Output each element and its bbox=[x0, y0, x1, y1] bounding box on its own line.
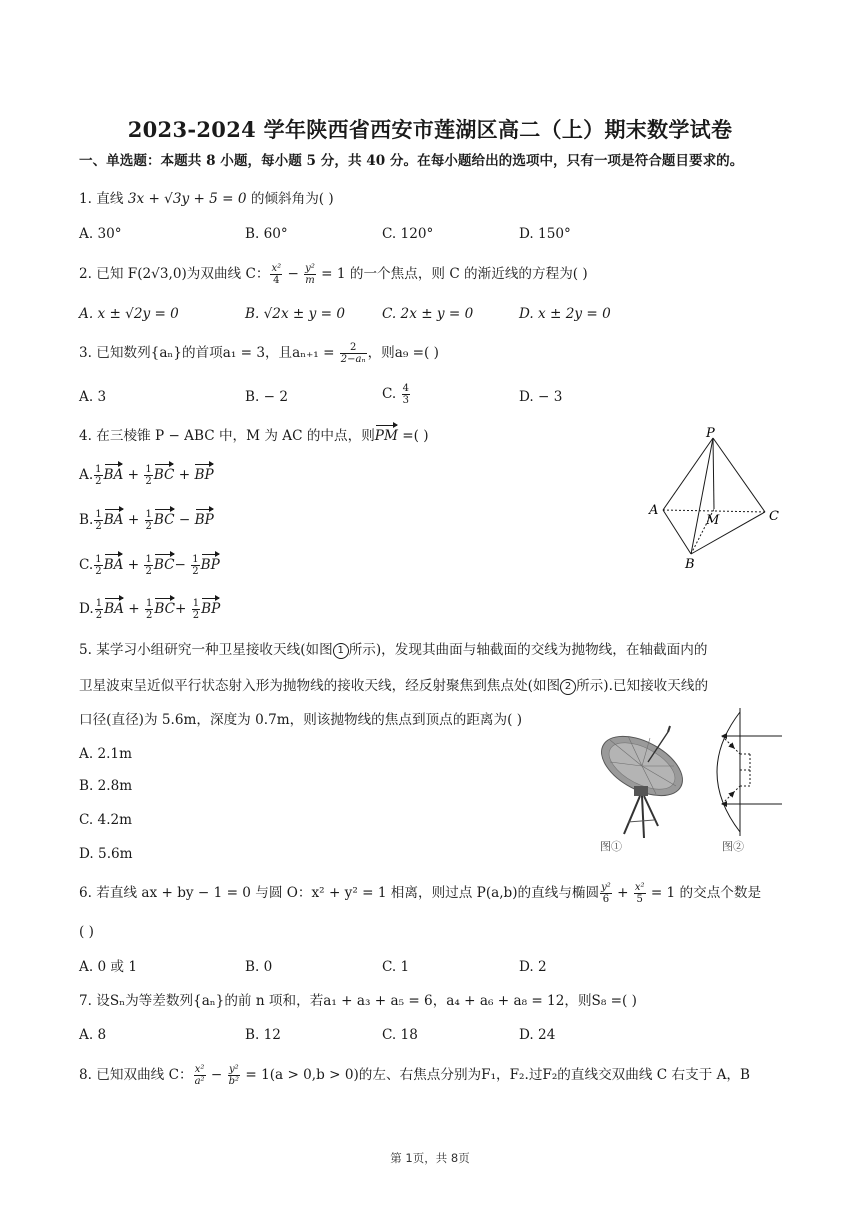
q2-minus: − bbox=[283, 266, 304, 282]
edge-bc bbox=[691, 512, 765, 554]
q2-option-b: B. √2x ± y = 0 bbox=[245, 306, 346, 322]
q7-option-a: A. 8 bbox=[79, 1027, 107, 1043]
q7-option-b: B. 12 bbox=[245, 1027, 281, 1043]
satellite-dish-figure bbox=[590, 722, 700, 857]
q3-suffix: ，则a₉ =( ) bbox=[367, 345, 439, 361]
q4-option-c: C. $\frac{1}{2}$ BA + $\frac{1}{2}$ BC− $\frac{1}{2}$ BP bbox=[79, 554, 220, 577]
question-1-stem bbox=[79, 189, 334, 209]
tripod-leg-1 bbox=[624, 796, 640, 834]
question-5-line-3: 口径(直径)为 5.6m，深度为 0.7m，则该抛物线的焦点到顶点的距离为( ) bbox=[79, 712, 523, 728]
q6-option-b: B. 0 bbox=[245, 959, 273, 975]
question-6-line-1: 6. 若直线 ax + by − 1 = 0 与圆 O：x² + y² = 1 相离，则过点 P(a,b)的直线与椭圆 $\frac{\text{y²}}{6}$ + $\frac{\text{x²}}{5}$ = 1 的交点个数是 bbox=[79, 882, 762, 905]
q4-option-a: A. $\frac{1}{2}$ BA + $\frac{1}{2}$ BC + BP bbox=[79, 464, 214, 487]
q2-option-a: A. x ± √2y = 0 bbox=[79, 306, 179, 322]
question-5-line-1: 5. 某学习小组研究一种卫星接收天线(如图 1 所示)，发现其曲面与轴截面的交线为抛物线，在轴截面内的 bbox=[79, 642, 708, 658]
q3-option-a: A. 3 bbox=[79, 389, 107, 405]
q5-option-a: A. 2.1m bbox=[79, 746, 132, 762]
q3-option-b: B. − 2 bbox=[245, 389, 288, 405]
q1-expression: 3x + √3y + 5 = 0 bbox=[127, 191, 247, 207]
label-b: B bbox=[685, 557, 695, 572]
q2-fraction-1: $\frac{\text{x²}}{4}$ bbox=[271, 263, 282, 286]
figure-1-caption: 图① bbox=[600, 840, 622, 853]
edge-pm bbox=[713, 438, 714, 509]
label-a: A bbox=[649, 503, 659, 518]
section-heading: 一、单选题：本题共 8 小题，每小题 5 分，共 40 分。在每小题给出的选项中，只有一项是符合题目要求的。 bbox=[79, 153, 744, 169]
edge-pc bbox=[713, 438, 765, 512]
q6-option-c: C. 1 bbox=[382, 959, 410, 975]
edge-pa bbox=[663, 438, 713, 510]
question-7-stem: 7. 设Sₙ为等差数列{aₙ}的前 n 项和，若a₁ + a₃ + a₅ = 6，a₄ + a₆ + a₈ = 12，则S₈ =( ) bbox=[79, 993, 637, 1009]
dish-mount bbox=[634, 786, 648, 796]
q3-option-c: C. $\frac{4}{3}$ bbox=[382, 383, 409, 406]
q3-fraction: $\frac{2}{\text{2−aₙ}}$ bbox=[340, 342, 366, 365]
q8-fraction-1: $\frac{\text{x²}}{\text{a²}}$ bbox=[194, 1064, 205, 1087]
edge-ab bbox=[663, 510, 691, 554]
q2-option-d: D. x ± 2y = 0 bbox=[519, 306, 611, 322]
q4-option-d: D. $\frac{1}{2}$ BA + $\frac{1}{2}$ BC+ $\frac{1}{2}$ BP bbox=[79, 598, 221, 621]
q2-prefix: 2. 已知 F(2√3,0)为双曲线 C： bbox=[79, 266, 270, 282]
q4-prefix: 4. 在三棱锥 P − ABC 中，M 为 AC 的中点，则 bbox=[79, 428, 375, 444]
q2-suffix: = 1 的一个焦点，则 C 的渐近线的方程为( ) bbox=[316, 266, 588, 282]
page-footer: 第 1页，共 8页 bbox=[390, 1151, 470, 1165]
question-2-stem bbox=[79, 263, 588, 286]
question-3-stem bbox=[79, 342, 439, 365]
q1-suffix: 的倾斜角为( ) bbox=[246, 191, 334, 207]
question-6-line-2: ( ) bbox=[79, 924, 94, 940]
q6-option-d: D. 2 bbox=[519, 959, 547, 975]
circled-1: 1 bbox=[333, 643, 349, 659]
q7-option-c: C. 18 bbox=[382, 1027, 418, 1043]
pyramid-figure bbox=[640, 422, 790, 572]
q4-suffix: =( ) bbox=[397, 428, 429, 444]
label-c: C bbox=[769, 509, 779, 524]
q6-fraction-2: $\frac{\text{x²}}{5}$ bbox=[634, 882, 645, 905]
q2-option-c: C. 2x ± y = 0 bbox=[382, 306, 474, 322]
exam-title: 2023-2024 学年陕西省西安市莲湖区高二（上）期末数学试卷 bbox=[127, 117, 733, 142]
parabola-curve bbox=[717, 712, 740, 832]
q4-option-b: B. $\frac{1}{2}$ BA + $\frac{1}{2}$ BC − BP bbox=[79, 509, 214, 532]
question-8-stem: 8. 已知双曲线 C： $\frac{\text{x²}}{\text{a²}}$ − $\frac{\text{y²}}{\text{b²}}$ = 1(a > 0,b > 0)的左、右焦点分别为F₁，F₂.过F₂的直线交双曲线 C 右支于 A，B bbox=[79, 1064, 751, 1087]
label-p: P bbox=[706, 426, 715, 441]
q3-prefix: 3. 已知数列{aₙ}的首项a₁ = 3，且aₙ₊₁ = bbox=[79, 345, 339, 361]
q6-option-a: A. 0 或 1 bbox=[79, 959, 137, 975]
q1-option-b: B. 60° bbox=[245, 226, 288, 242]
q1-option-d: D. 150° bbox=[519, 226, 571, 242]
q1-option-c: C. 120° bbox=[382, 226, 434, 242]
tripod-leg-2 bbox=[642, 796, 644, 838]
q2-fraction-2: $\frac{\text{y²}}{m}$ bbox=[305, 263, 315, 286]
circled-2: 2 bbox=[560, 679, 576, 695]
q7-option-d: D. 24 bbox=[519, 1027, 556, 1043]
edge-ac-dashed bbox=[663, 510, 765, 512]
question-5-line-2: 卫星波束呈近似平行状态射入形为抛物线的接收天线，经反射聚焦到焦点处(如图 2 所示).已知接收天线的 bbox=[79, 678, 709, 694]
label-m: M bbox=[706, 513, 720, 528]
q8-fraction-2: $\frac{\text{y²}}{\text{b²}}$ bbox=[228, 1064, 240, 1087]
edge-pb bbox=[691, 438, 713, 554]
q5-option-b: B. 2.8m bbox=[79, 778, 133, 794]
q5-option-d: D. 5.6m bbox=[79, 846, 133, 862]
question-4-stem bbox=[79, 426, 429, 446]
q3-option-d: D. − 3 bbox=[519, 389, 563, 405]
q6-fraction-1: $\frac{\text{y²}}{6}$ bbox=[601, 882, 611, 905]
parabola-cross-section-figure bbox=[700, 708, 790, 858]
q1-prefix: 1. 直线 bbox=[79, 191, 128, 207]
tripod-leg-3 bbox=[644, 796, 658, 826]
q1-option-a: A. 30° bbox=[79, 226, 122, 242]
vector-pm: PM bbox=[374, 428, 398, 444]
q5-option-c: C. 4.2m bbox=[79, 812, 133, 828]
figure-2-caption: 图② bbox=[722, 840, 744, 853]
